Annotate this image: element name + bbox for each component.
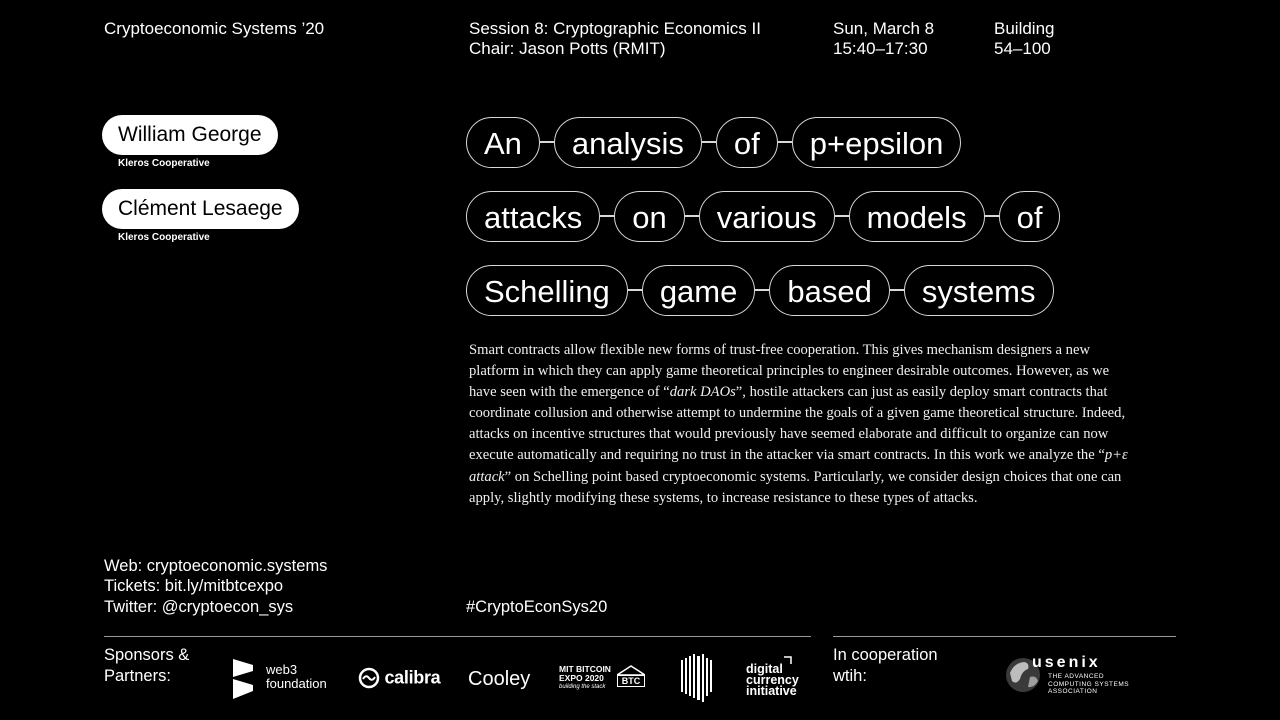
title-connector bbox=[540, 141, 554, 143]
title-word: various bbox=[699, 191, 835, 242]
sponsors-divider bbox=[104, 636, 811, 637]
title-connector bbox=[755, 289, 769, 291]
abstract-text: Smart contracts allow flexible new forms of trust-free cooperation. This gives mechanism designers a new platform in which they can apply game theoretical principles to engineer desirable outcomes. However, as we have seen with the emergence of “ bbox=[469, 342, 1110, 401]
cooperation-divider bbox=[833, 636, 1176, 637]
barcode-logo-icon bbox=[681, 654, 713, 707]
cooperation-label-line: wtih: bbox=[833, 666, 867, 685]
web3-mark-icon bbox=[231, 657, 255, 701]
sponsors-label bbox=[104, 645, 189, 686]
abstract-text: ”, hostile attackers can just as easily deploy smart contracts that coordinate collusion and otherwise attempt to undermine the goals of a given game theoretical structure. Indeed, attacks on incentive structures that would previously have seemed elaborate and difficult to organize can now execute automatically and requiring no trust in the attacker via smart contracts. In this work we analyze the “ bbox=[469, 384, 1126, 464]
digital-currency-initiative-logo bbox=[746, 664, 799, 697]
session-datetime bbox=[833, 19, 934, 59]
title-connector bbox=[985, 215, 999, 217]
session-info bbox=[469, 19, 761, 59]
title-connector bbox=[702, 141, 716, 143]
session-location bbox=[994, 19, 1055, 59]
title-word: of bbox=[716, 117, 778, 168]
twitter-link[interactable]: Twitter: @cryptoecon_sys bbox=[104, 597, 294, 616]
cooperation-label-line: In cooperation bbox=[833, 646, 938, 664]
dci-corner-icon bbox=[784, 656, 792, 664]
session-chair: Chair: Jason Potts (RMIT) bbox=[469, 39, 666, 58]
abstract bbox=[469, 340, 1137, 509]
usenix-subtitle-line: ASSOCIATION bbox=[1048, 688, 1098, 695]
cooley-logo: Cooley bbox=[468, 668, 531, 690]
title-word: models bbox=[849, 191, 985, 242]
title-word: attacks bbox=[466, 191, 600, 242]
foundation-text: foundation bbox=[266, 676, 327, 691]
dci-text: currency bbox=[746, 673, 799, 687]
mit-text: MIT BITCOIN bbox=[559, 664, 611, 674]
calibra-text: calibra bbox=[384, 667, 441, 688]
speaker-2 bbox=[102, 189, 299, 243]
title-word: game bbox=[642, 265, 756, 316]
mit-text: EXPO 2020 bbox=[559, 673, 604, 683]
title-word: based bbox=[769, 265, 889, 316]
mit-tagline: building the stack bbox=[559, 684, 606, 690]
abstract-text: ” on Schelling point based cryptoeconomic systems. Particularly, we consider design choices that one can apply, slightly modifying these systems, to increase resistance to these types of attacks. bbox=[469, 468, 1122, 506]
title-connector bbox=[778, 141, 792, 143]
title-row-2 bbox=[466, 188, 1060, 244]
speaker-name: Clément Lesaege bbox=[102, 189, 299, 229]
speaker-affiliation: Kleros Cooperative bbox=[118, 158, 210, 169]
sponsors-label-line: Partners: bbox=[104, 666, 171, 685]
speaker-affiliation: Kleros Cooperative bbox=[118, 232, 210, 243]
title-word: of bbox=[999, 191, 1061, 242]
title-connector bbox=[685, 215, 699, 217]
speaker-name: William George bbox=[102, 115, 278, 155]
abstract-emphasis: p+ε attack bbox=[469, 447, 1128, 485]
session-date: Sun, March 8 bbox=[833, 19, 935, 38]
building-number: 54–100 bbox=[994, 39, 1051, 58]
title-word: An bbox=[466, 117, 540, 168]
conference-name: Cryptoeconomic Systems ’20 bbox=[104, 19, 325, 38]
hashtag: #CryptoEconSys20 bbox=[466, 598, 608, 616]
usenix-subtitle bbox=[1048, 673, 1129, 696]
web3-foundation-logo bbox=[231, 657, 327, 706]
web3-text: web3 bbox=[266, 662, 298, 677]
mit-bitcoin-expo-logo bbox=[559, 664, 641, 692]
dci-text: digital bbox=[746, 662, 783, 676]
usenix-subtitle-line: COMPUTING SYSTEMS bbox=[1048, 680, 1130, 688]
title-connector bbox=[835, 215, 849, 217]
title-connector bbox=[890, 289, 904, 291]
expo-building-icon bbox=[617, 665, 645, 687]
title-word: Schelling bbox=[466, 265, 628, 316]
title-word: systems bbox=[904, 265, 1054, 316]
calibra-logo bbox=[358, 667, 440, 689]
session-name: Session 8: Cryptographic Economics II bbox=[469, 19, 761, 38]
conference-title bbox=[104, 19, 324, 39]
dci-text: initiative bbox=[746, 684, 797, 698]
title-row-3 bbox=[466, 262, 1054, 318]
cooperation-label bbox=[833, 645, 938, 686]
web-link[interactable]: Web: cryptoeconomic.systems bbox=[104, 557, 328, 575]
calibra-mark-icon bbox=[358, 667, 380, 689]
usenix-logo bbox=[1004, 654, 1130, 698]
contact-links bbox=[104, 556, 327, 617]
usenix-subtitle-line: THE ADVANCED bbox=[1048, 673, 1105, 680]
tickets-link[interactable]: Tickets: bit.ly/mitbtcexpo bbox=[104, 577, 284, 596]
title-word: p+epsilon bbox=[792, 117, 962, 168]
building-label: Building bbox=[994, 19, 1055, 38]
btc-badge: BTC bbox=[617, 675, 645, 687]
usenix-text: usenix bbox=[1032, 654, 1101, 671]
sponsors-label-line: Sponsors & bbox=[104, 646, 190, 664]
abstract-emphasis: dark DAOs bbox=[669, 384, 736, 401]
title-word: analysis bbox=[554, 117, 702, 168]
title-row-1 bbox=[466, 114, 961, 170]
title-connector bbox=[628, 289, 642, 291]
title-word: on bbox=[614, 191, 684, 242]
title-connector bbox=[600, 215, 614, 217]
speaker-1 bbox=[102, 115, 278, 169]
session-time: 15:40–17:30 bbox=[833, 39, 928, 58]
